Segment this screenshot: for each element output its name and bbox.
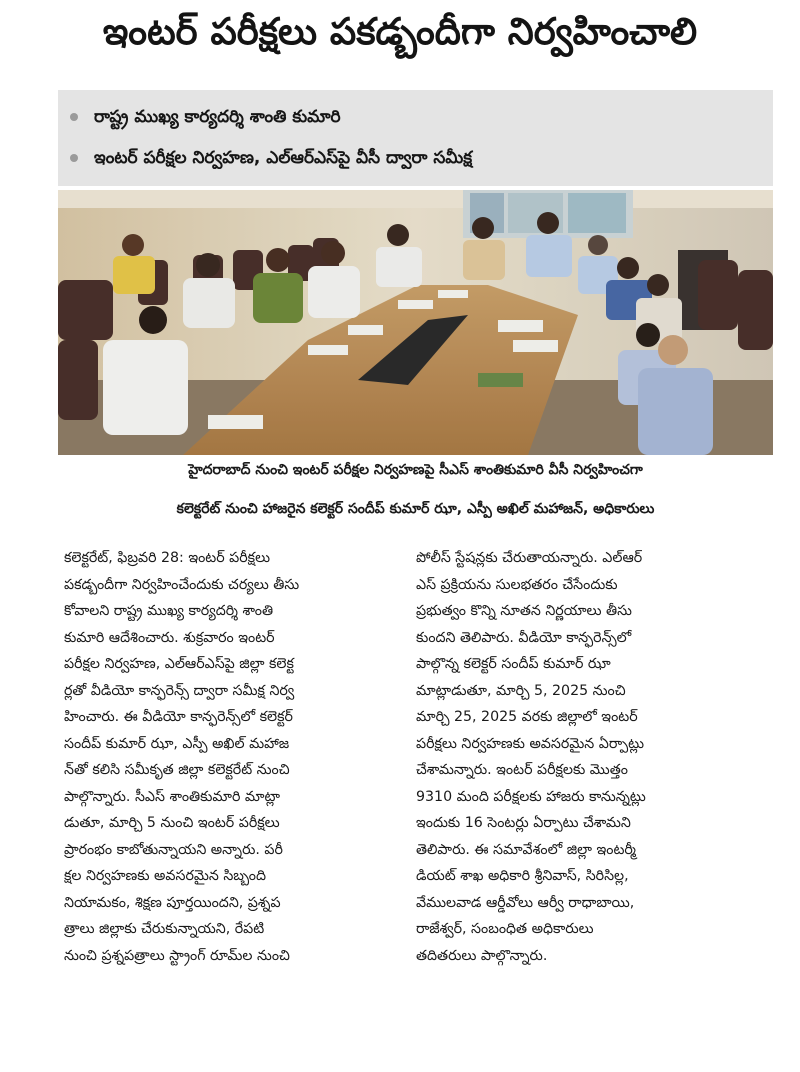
body-line: మార్చి 25, 2025 వరకు జిల్లాలో ఇంటర్ bbox=[416, 709, 638, 725]
body-line: ప్రభుత్వం కొన్ని నూతన నిర్ణయాలు తీసు bbox=[416, 603, 632, 619]
body-line: ఇందుకు 16 సెంటర్లు ఏర్పాటు చేశామని bbox=[416, 815, 631, 831]
body-line: పాల్గొన్నారు. సీఎస్ శాంతికుమారి మాట్లా bbox=[64, 788, 280, 805]
body-line: నుంచి ప్రశ్నపత్రాలు స్ట్రాంగ్ రూమ్‌ల నుంచి bbox=[64, 947, 290, 964]
body-line: నియామకం, శిక్షణ పూర్తయిందని, ప్రశ్నప bbox=[64, 894, 281, 911]
photo-caption-line: హైదరాబాద్ నుంచి ఇంటర్ పరీక్షల నిర్వహణపై సీఎస్ శాంతికుమారి వీసీ నిర్వహించగా bbox=[188, 462, 643, 478]
bullet-icon bbox=[70, 154, 78, 162]
body-line: న్‌తో కలిసి సమీకృత జిల్లా కలెక్టరేట్ నుంచి bbox=[64, 762, 290, 778]
body-line: పరీక్షల నిర్వహణ, ఎల్ఆర్ఎస్‌పై జిల్లా కలెక్ట bbox=[64, 656, 294, 672]
body-line: పాల్గొన్న కలెక్టర్ సందీప్ కుమార్ ఝా bbox=[416, 656, 611, 672]
body-line: 9310 మంది పరీక్షలకు హాజరు కానున్నట్లు bbox=[416, 788, 646, 805]
subheading-text: రాష్ట్ర ముఖ్య కార్యదర్శి శాంతి కుమారి bbox=[94, 107, 341, 127]
body-line: వేములవాడ ఆర్డీవోలు ఆర్వీ రాధాబాయి, bbox=[416, 894, 635, 911]
body-line: రాజేశ్వర్, సంబంధిత అధికారులు bbox=[416, 921, 594, 937]
body-line: క్షల నిర్వహణకు అవసరమైన సిబ్బంది bbox=[64, 868, 266, 884]
article-body-right bbox=[416, 545, 772, 969]
body-line: మాట్లాడుతూ, మార్చి 5, 2025 నుంచి bbox=[416, 682, 626, 699]
subheading-item bbox=[70, 148, 472, 172]
article-body-left bbox=[64, 545, 400, 969]
meeting-photo bbox=[58, 190, 773, 455]
body-line: డియట్ శాఖ అధికారి శ్రీనివాస్, సిరిసిల్ల, bbox=[416, 868, 629, 884]
body-line: ప్రారంభం కాబోతున్నాయని అన్నారు. పరీ bbox=[64, 841, 283, 858]
photo-caption-line: కలెక్టరేట్ నుంచి హాజరైన కలెక్టర్ సందీప్ కుమార్ ఝా, ఎస్పీ అఖిల్ మహాజన్, అధికారులు bbox=[176, 501, 655, 517]
body-line: తదితరులు పాల్గొన్నారు. bbox=[416, 947, 548, 964]
body-line: తెలిపారు. ఈ సమావేశంలో జిల్లా ఇంటర్మీ bbox=[416, 841, 636, 858]
body-line: డుతూ, మార్చి 5 నుంచి ఇంటర్ పరీక్షలు bbox=[64, 815, 280, 831]
headline: ఇంటర్ పరీక్షలు పకడ్బందీగా నిర్వహించాలి bbox=[102, 10, 698, 53]
body-line: కుందని తెలిపారు. వీడియో కాన్ఫరెన్స్‌లో bbox=[416, 629, 632, 646]
subheading-text: ఇంటర్ పరీక్షల నిర్వహణ, ఎల్ఆర్ఎస్‌పై వీసీ ద్వారా సమీక్ష bbox=[94, 148, 473, 168]
body-line: హించారు. ఈ వీడియో కాన్ఫరెన్స్‌లో కలెక్టర్ bbox=[64, 709, 293, 725]
body-line: ఎస్ ప్రక్రియను సులభతరం చేసేందుకు bbox=[416, 576, 618, 593]
body-line: కలెక్టరేట్, ఫిబ్రవరి 28: ఇంటర్ పరీక్షలు bbox=[64, 550, 271, 566]
body-line: పకడ్బందీగా నిర్వహించేందుకు చర్యలు తీసు bbox=[64, 576, 300, 593]
body-line: సందీప్ కుమార్ ఝా, ఎస్పీ అఖిల్ మహాజ bbox=[64, 735, 290, 752]
body-line: త్రాలు జిల్లాకు చేరుకున్నాయని, రేపటి bbox=[64, 921, 265, 937]
body-line: పోలీస్ స్టేషన్లకు చేరుతాయన్నారు. ఎల్ఆర్ bbox=[416, 550, 643, 566]
body-line: పరీక్షలు నిర్వహణకు అవసరమైన ఏర్పాట్లు bbox=[416, 735, 645, 752]
body-line: కోవాలని రాష్ట్ర ముఖ్య కార్యదర్శి శాంతి bbox=[64, 603, 274, 619]
body-line: కుమారి ఆదేశించారు. శుక్రవారం ఇంటర్ bbox=[64, 629, 275, 646]
bullet-icon bbox=[70, 113, 78, 121]
subheading-item bbox=[70, 107, 341, 131]
body-line: ర్లతో వీడియో కాన్ఫరెన్స్ ద్వారా సమీక్ష నిర్వ bbox=[64, 682, 295, 699]
body-line: చేశామన్నారు. ఇంటర్ పరీక్షలకు మొత్తం bbox=[416, 762, 628, 778]
